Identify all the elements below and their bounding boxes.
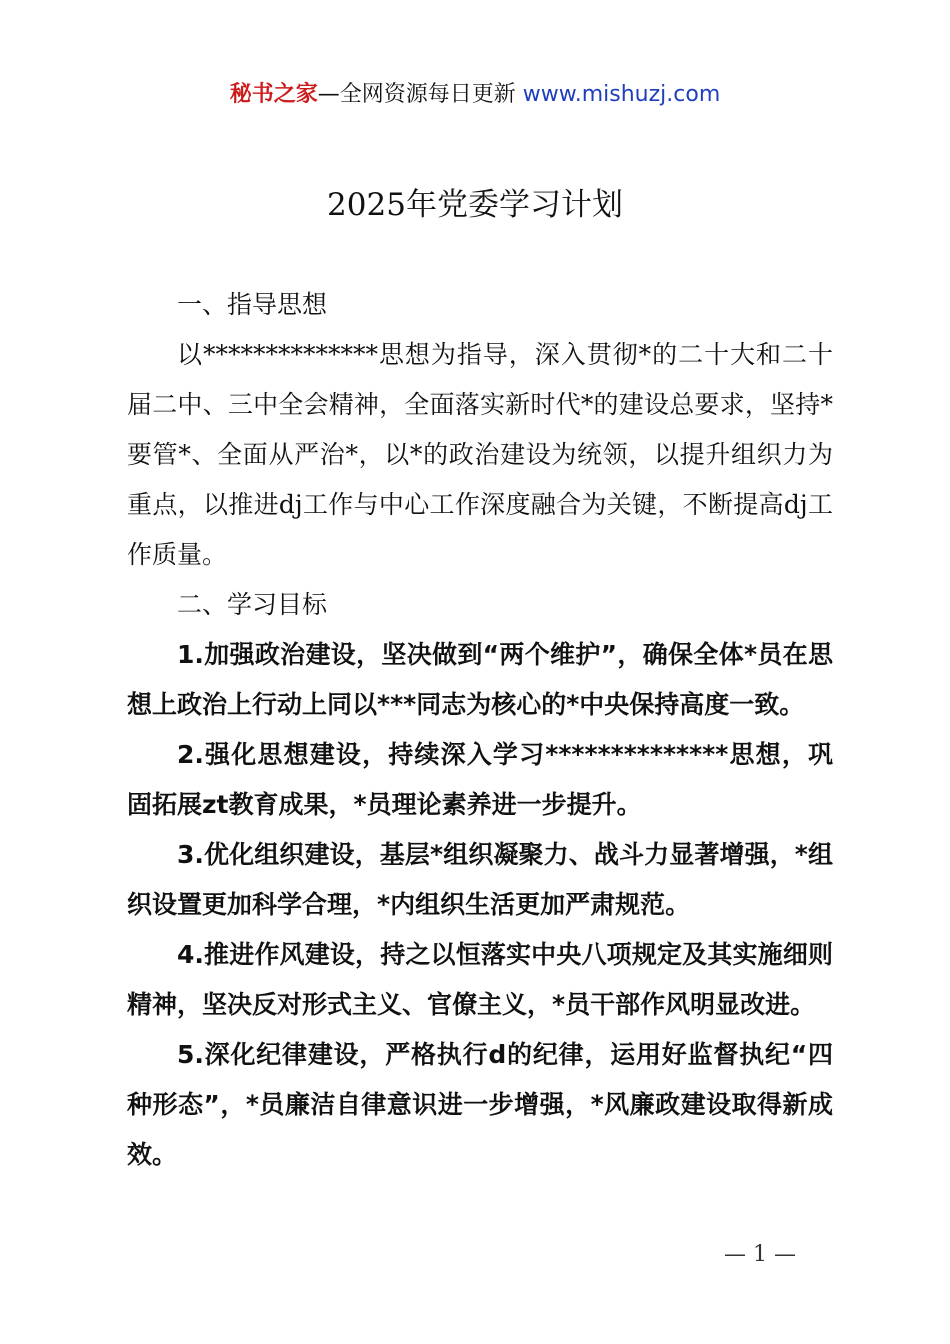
header-tagline: —全网资源每日更新	[317, 82, 523, 107]
goal-item-discipline: 5.深化纪律建设，严格执行d的纪律，运用好监督执纪“四种形态”，*员廉洁自律意识进一步增强，*风廉政建设取得新成效。	[127, 1040, 833, 1169]
guiding-ideology-paragraph: 以**************思想为指导，深入贯彻*的二十大和二十届二中、三中全会精神，全面落实新时代*的建设总要求，坚持*要管*、全面从严治*，以*的政治建设为统领，以提升组织力为重点，以推进dj工作与中心工作深度融合为关键，不断提高dj工作质量。	[127, 340, 833, 569]
site-header	[0, 78, 950, 112]
document-body	[127, 280, 833, 1180]
goal-item-work-style: 4.推进作风建设，持之以恒落实中央八项规定及其实施细则精神，坚决反对形式主义、官僚主义，*员干部作风明显改进。	[127, 940, 833, 1019]
goal-item-organizational: 3.优化组织建设，基层*组织凝聚力、战斗力显著增强，*组织设置更加科学合理，*内组织生活更加严肃规范。	[127, 840, 833, 919]
section-heading-guiding-ideology: 一、指导思想	[177, 290, 328, 319]
goal-item-political: 1.加强政治建设，坚决做到“两个维护”，确保全体*员在思想上政治上行动上同以***同志为核心的*中央保持高度一致。	[127, 640, 833, 719]
document-title: 2025年党委学习计划	[327, 187, 623, 223]
page-number: — 1 —	[724, 1242, 796, 1267]
section-heading-learning-goals: 二、学习目标	[177, 590, 328, 619]
brand-name: 秘书之家	[229, 82, 318, 107]
site-url-link[interactable]: www.mishuzj.com	[522, 82, 721, 107]
goal-item-ideological: 2.强化思想建设，持续深入学习**************思想，巩固拓展zt教育成果，*员理论素养进一步提升。	[127, 740, 833, 819]
